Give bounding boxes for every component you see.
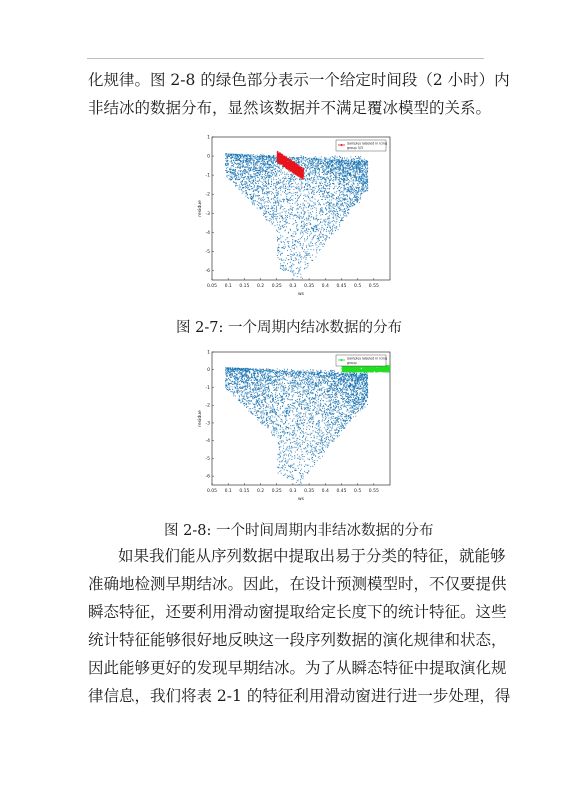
figure-caption: 图 2-7: 一个周期内结冰数据的分布 (176, 320, 402, 336)
y-axis-label: residue (198, 200, 203, 217)
x-tick-label: 0.3 (289, 284, 297, 289)
y-tick-label: -4 (205, 439, 210, 445)
x-tick-label: 0.35 (304, 284, 315, 289)
x-tick-label: 0.55 (368, 284, 379, 289)
legend-marker (341, 359, 343, 361)
x-tick-label: 0.1 (224, 284, 232, 289)
y-tick-label: -4 (205, 230, 210, 236)
scatter-chart-icing (196, 133, 396, 298)
figure-2-8 (196, 348, 396, 503)
y-tick-label: -6 (205, 474, 210, 480)
legend-label: Samples labeled in icing (347, 141, 388, 146)
x-tick-label: 0.5 (354, 489, 362, 494)
y-tick-label: -5 (205, 456, 210, 462)
x-axis-label: ws (297, 497, 305, 502)
text-line: 如果我们能从序列数据中提取出易于分类的特征，就能够 (118, 547, 506, 565)
x-tick-label: 0.4 (321, 284, 329, 289)
x-tick-label: 0.5 (354, 284, 362, 289)
x-tick-label: 0.05 (206, 284, 218, 289)
text-line: 准确地检测早期结冰。因此，在设计预测模型时，不仅要提供 (88, 575, 507, 593)
x-tick-label: 0.25 (271, 284, 282, 289)
x-tick-label: 0.05 (206, 489, 218, 494)
text-line: 非结冰的数据分布，显然该数据并不满足覆冰模型的关系。 (88, 99, 492, 117)
figure-2-7 (196, 133, 396, 298)
figure-caption: 图 2-8: 一个时间周期内非结冰数据的分布 (164, 523, 434, 539)
y-tick-label: -3 (205, 211, 210, 217)
y-tick-label: -3 (205, 421, 210, 427)
y-tick-label: 1 (207, 135, 210, 141)
y-tick-label: -6 (205, 268, 210, 274)
x-tick-label: 0.45 (336, 284, 347, 289)
y-tick-label: 0 (207, 154, 210, 160)
x-tick-label: 0.2 (256, 284, 265, 289)
x-tick-label: 0.55 (368, 489, 379, 494)
y-tick-label: 1 (207, 350, 210, 356)
x-tick-label: 0.15 (239, 284, 250, 289)
paragraph-bottom (88, 542, 511, 710)
y-tick-label: -2 (205, 192, 210, 198)
text-line: 律信息，我们将表 2-1 的特征利用滑动窗进行进一步处理，得 (88, 687, 511, 705)
y-tick-label: -1 (205, 385, 210, 391)
legend-label: group (347, 360, 357, 365)
text-line: 化规律。图 2-8 的绿色部分表示一个给定时间段（2 小时）内 (88, 71, 510, 89)
x-tick-label: 0.35 (304, 489, 315, 494)
x-tick-label: 0.2 (256, 489, 265, 494)
x-tick-label: 0.45 (336, 489, 347, 494)
legend-label: group 3/3 (347, 145, 363, 150)
y-axis-label: residue (198, 410, 203, 427)
x-tick-label: 0.3 (289, 489, 297, 494)
header-rule (87, 58, 484, 59)
legend-label: Samples labeled in icing (347, 356, 388, 361)
x-tick-label: 0.15 (239, 489, 250, 494)
y-tick-label: -5 (205, 249, 210, 255)
x-tick-label: 0.4 (321, 489, 329, 494)
text-line: 瞬态特征，还要利用滑动窗提取给定长度下的统计特征。这些 (88, 603, 507, 621)
x-axis-label: ws (297, 292, 305, 297)
legend-marker (341, 144, 343, 146)
y-tick-label: 0 (207, 368, 210, 374)
paragraph-top (88, 66, 510, 122)
x-tick-label: 0.1 (224, 489, 232, 494)
text-line: 因此能够更好的发现早期结冰。为了从瞬态特征中提取演化规 (88, 659, 507, 677)
y-tick-label: -1 (205, 173, 210, 179)
x-tick-label: 0.25 (271, 489, 282, 494)
scatter-chart-non-icing (196, 348, 396, 503)
text-line: 统计特征能够很好地反映这一段序列数据的演化规律和状态， (88, 631, 507, 649)
y-tick-label: -2 (205, 403, 210, 409)
